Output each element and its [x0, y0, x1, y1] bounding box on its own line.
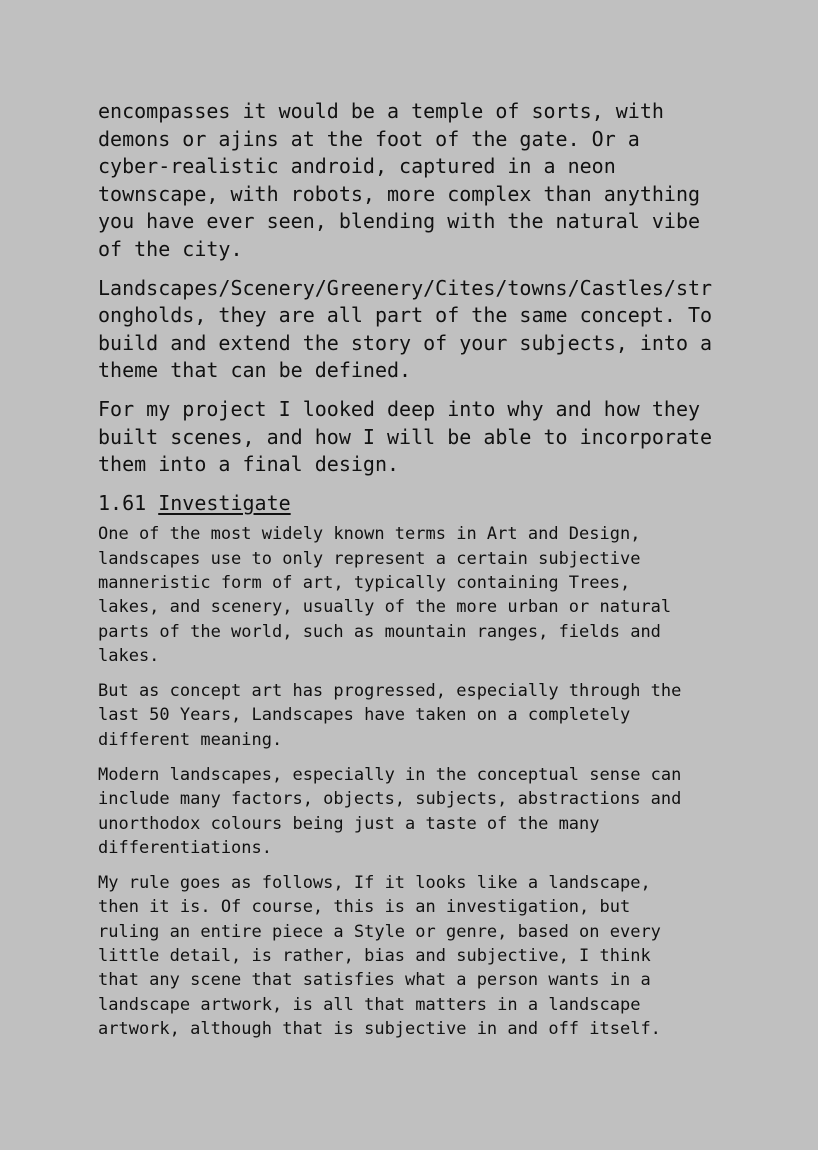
document-page	[98, 98, 738, 1052]
section-heading	[98, 490, 738, 518]
section-title: Investigate	[158, 490, 291, 515]
paragraph-temple-android: encompasses it would be a temple of sorts, with demons or ajins at the foot of the gate. Or a cyber-realistic android, captured in a neon townscape, with robots, more complex than anything you have ever seen, blending with the natural vibe of the city.	[98, 99, 701, 261]
paragraph-landscape-definition: One of the most widely known terms in Art and Design, landscapes use to only represent a certain subjective manneristic form of art, typically containing Trees, lakes, and scenery, usually of the more urban or natural parts of the world, such as mountain ranges, fields and lakes.	[98, 524, 672, 666]
paragraph-project-scenes: For my project I looked deep into why and how they built scenes, and how I will be able to incorporate them into a final design.	[98, 396, 713, 477]
paragraph-landscapes-concept: Landscapes/Scenery/Greenery/Cites/towns/Castles/str ongholds, they are all part of the same concept. To build and extend the story of your subjects, into a theme that can be defined.	[98, 275, 713, 383]
paragraph-concept-art-progress: But as concept art has progressed, especially through the last 50 Years, Landscapes have taken on a completely different meaning.	[98, 681, 682, 750]
paragraph-modern-landscapes: Modern landscapes, especially in the conceptual sense can include many factors, objects, subjects, abstractions and unorthodox colours being just a taste of the many differentiations.	[98, 764, 682, 858]
section-number: 1.61	[98, 490, 147, 515]
paragraph-my-rule: My rule goes as follows, If it looks like a landscape, then it is. Of course, this is an investigation, but ruling an entire piece a Style or genre, based on every little detail, is rather, bias and subjective, I think that any scene that satisfies what a person wants in a landscape artwork, is all that matters in a landscape artwork, although that is subjective in and off itself.	[98, 873, 661, 1039]
